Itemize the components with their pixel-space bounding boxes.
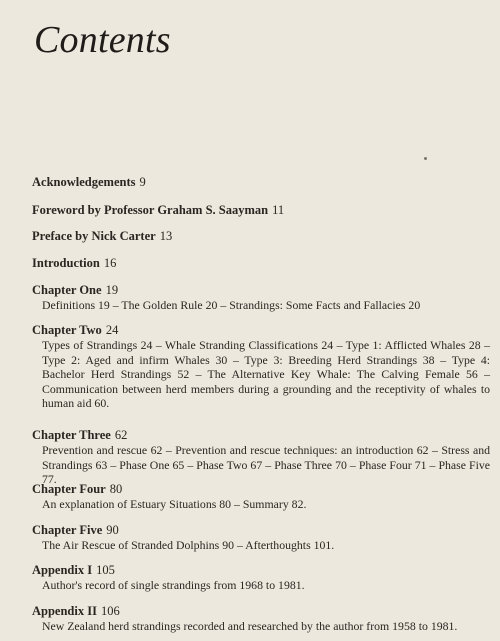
- toc-entry-preface: [32, 229, 490, 243]
- toc-heading-text: Foreword by Professor Graham S. Saayman: [32, 203, 269, 217]
- toc-heading-text: Appendix II: [32, 604, 97, 618]
- toc-page-number: 24: [105, 323, 119, 337]
- toc-page-number: 13: [159, 229, 173, 243]
- toc-description: Types of Strandings 24 – Whale Stranding Classifications 24 – Type 1: Afflicted Whales 28 – Type 2: Aged and infirm Whales 30 – Type 3: Breeding Herd Strandings 38 – Type 4: Bachelor Herd Strandings 52 – The Alternative Key Whale: The Calving Female 56 – Communication between herd members during a grounding and the receptivity of whales to human aid 60.: [42, 338, 490, 411]
- toc-heading: [32, 283, 490, 297]
- toc-heading-text: Chapter Four: [32, 482, 106, 496]
- toc-heading: [32, 482, 490, 496]
- toc-heading: [32, 563, 490, 577]
- toc-entry-chapter-one: [32, 283, 490, 313]
- toc-heading: [32, 229, 490, 243]
- toc-entry-chapter-three: [32, 428, 490, 487]
- toc-entry-chapter-four: [32, 482, 490, 512]
- toc-page-number: 16: [103, 256, 117, 270]
- toc-heading-text: Preface by Nick Carter: [32, 229, 156, 243]
- toc-heading: [32, 256, 490, 270]
- paper-speck: [424, 157, 427, 160]
- toc-heading-text: Chapter Three: [32, 428, 111, 442]
- toc-description: The Air Rescue of Stranded Dolphins 90 – Afterthoughts 101.: [42, 538, 335, 552]
- toc-page-number: 90: [106, 523, 119, 537]
- toc-entry-appendix-i: [32, 563, 490, 593]
- toc-heading-text: Appendix I: [32, 563, 93, 577]
- toc-description: Author's record of single strandings from 1968 to 1981.: [42, 578, 305, 592]
- toc-entry-appendix-ii: [32, 604, 490, 634]
- toc-heading: [32, 203, 490, 217]
- toc-heading-text: Chapter Five: [32, 523, 103, 537]
- toc-heading-text: Chapter Two: [32, 323, 102, 337]
- toc-page-number: 11: [272, 203, 285, 217]
- toc-heading: [32, 604, 490, 618]
- toc-description: An explanation of Estuary Situations 80 – Summary 82.: [42, 497, 307, 511]
- toc-description: New Zealand herd strandings recorded and researched by the author from 1958 to 1981.: [42, 619, 458, 633]
- page-title: Contents: [34, 19, 171, 61]
- toc-description: Definitions 19 – The Golden Rule 20 – Strandings: Some Facts and Fallacies 20: [42, 298, 421, 312]
- toc-entry-foreword: [32, 203, 490, 217]
- toc-heading: [32, 323, 490, 337]
- toc-page-number: 19: [105, 283, 119, 297]
- toc-heading: [32, 175, 490, 189]
- toc-heading: [32, 523, 490, 537]
- toc-entry-chapter-two: [32, 323, 490, 411]
- toc-description: Prevention and rescue 62 – Prevention and rescue techniques: an introduction 62 – Stress and Strandings 63 – Phase One 65 – Phase Two 67 – Phase Three 70 – Phase Four 71 – Phase Five 77.: [42, 443, 490, 487]
- toc-heading-text: Introduction: [32, 256, 100, 270]
- toc-page-number: 80: [109, 482, 123, 496]
- toc-entry-acknowledgements: [32, 175, 490, 189]
- toc-entry-introduction: [32, 256, 490, 270]
- toc-entry-chapter-five: [32, 523, 490, 553]
- toc-page-number: 106: [100, 604, 120, 618]
- toc-page-number: 9: [139, 175, 146, 189]
- toc-heading-text: Chapter One: [32, 283, 102, 297]
- toc-page-number: 62: [114, 428, 128, 442]
- toc-heading: [32, 428, 490, 442]
- toc-heading-text: Acknowledgements: [32, 175, 136, 189]
- toc-page-number: 105: [96, 563, 115, 577]
